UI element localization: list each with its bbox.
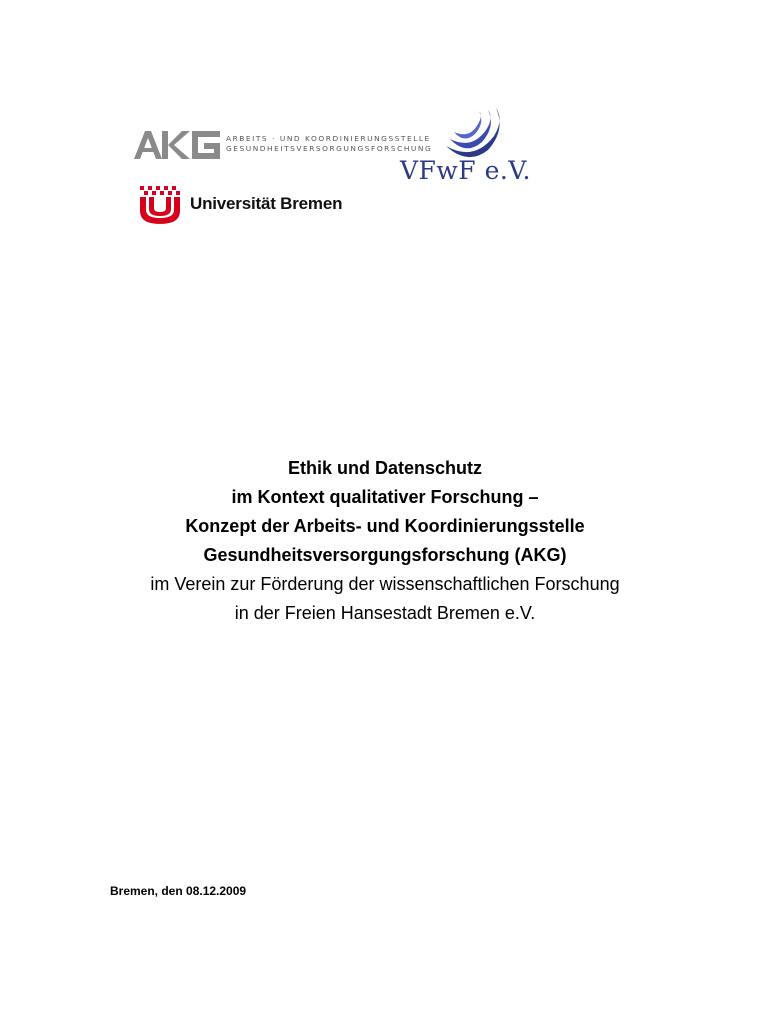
vfwf-wave-icon bbox=[444, 106, 506, 162]
akg-logo bbox=[134, 128, 433, 164]
document-date: Bremen, den 08.12.2009 bbox=[110, 884, 247, 898]
subtitle-line-2: in der Freien Hansestadt Bremen e.V. bbox=[234, 603, 536, 623]
title-line-1: Ethik und Datenschutz bbox=[287, 458, 482, 478]
akg-logo-mark bbox=[134, 128, 222, 162]
akg-logo-line2: GESUNDHEITSVERSORGUNGSFORSCHUNG bbox=[226, 144, 433, 153]
uni-bremen-mark-icon bbox=[138, 184, 184, 226]
vfwf-logo-text: VFwF e.V. bbox=[400, 156, 531, 185]
title-line-2: im Kontext qualitativer Forschung – bbox=[231, 487, 539, 507]
akg-logo-line1: ARBEITS · UND KOORDINIERUNGSSTELLE bbox=[226, 134, 431, 143]
uni-bremen-logo-text: Universität Bremen bbox=[190, 194, 343, 213]
document-title-block bbox=[40, 454, 730, 628]
vfwf-logo bbox=[400, 106, 560, 190]
uni-bremen-logo bbox=[138, 184, 368, 228]
title-line-4: Gesundheitsversorgungsforschung (AKG) bbox=[203, 545, 567, 565]
subtitle-line-1: im Verein zur Förderung der wissenschaftlichen Forschung bbox=[150, 574, 620, 594]
title-line-3: Konzept der Arbeits- und Koordinierungsstelle bbox=[185, 516, 585, 536]
